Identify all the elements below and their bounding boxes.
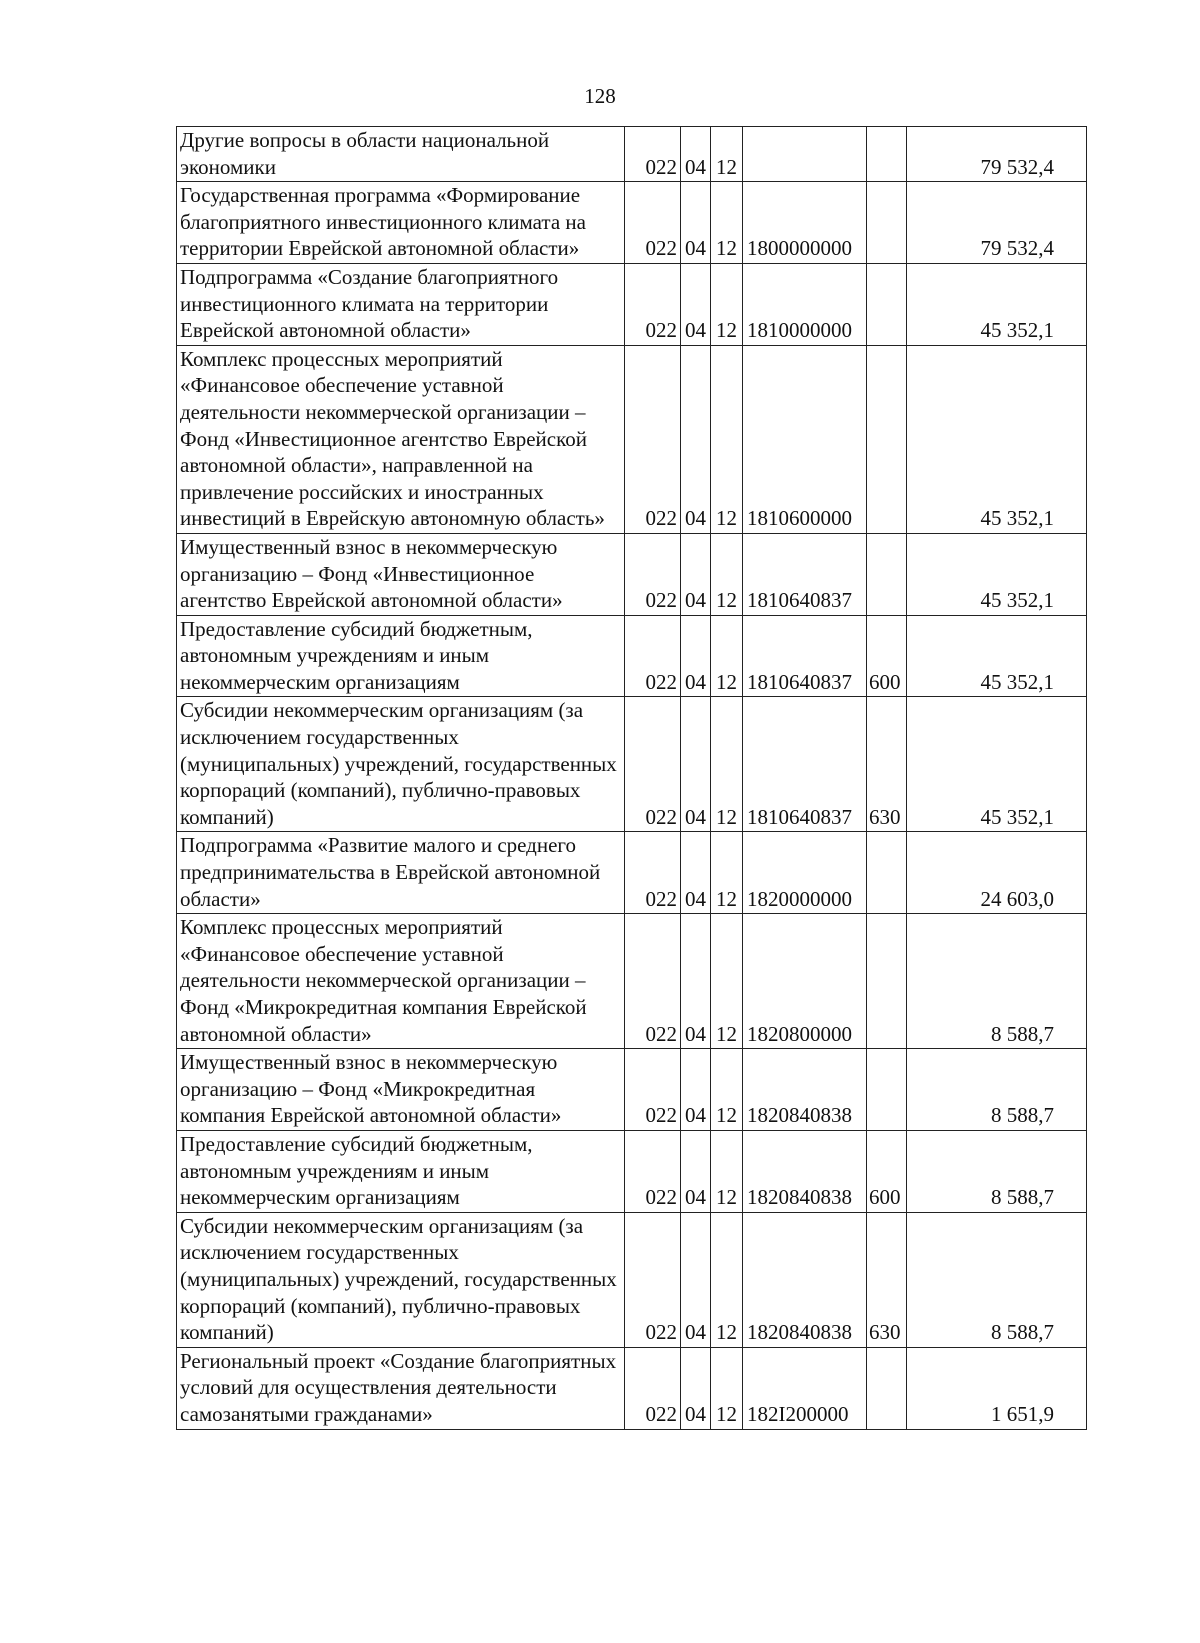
row-name-cell <box>177 1049 625 1131</box>
row-target-article-code: 1820840838 <box>747 1185 852 1210</box>
row-amount-cell <box>907 182 1087 264</box>
row-subsection-code-cell <box>711 832 743 914</box>
row-expense-type-code-cell <box>867 1347 907 1429</box>
row-subsection-code: 12 <box>716 154 737 179</box>
row-target-article-code-cell <box>743 1212 867 1347</box>
row-section-code: 04 <box>685 1401 706 1426</box>
row-subsection-code: 12 <box>716 506 737 531</box>
row-section-code-cell <box>681 914 711 1049</box>
row-name: Имущественный взнос в некоммерческую организацию – Фонд «Инвестиционное агентство Еврейской автономной области» <box>180 534 563 613</box>
row-name: Подпрограмма «Развитие малого и среднего предпринимательства в Еврейской автономной области» <box>180 833 601 911</box>
row-section-code-cell <box>681 832 711 914</box>
row-subsection-code-cell <box>711 1347 743 1429</box>
row-expense-type-code-cell <box>867 1130 907 1212</box>
row-name-cell <box>177 263 625 345</box>
row-subsection-code-cell <box>711 914 743 1049</box>
table-row <box>177 1130 1087 1212</box>
row-amount-cell <box>907 533 1087 615</box>
row-section-code-cell <box>681 1049 711 1131</box>
row-section-code-cell <box>681 1130 711 1212</box>
row-target-article-code-cell <box>743 182 867 264</box>
row-grbs-code-cell <box>625 1212 681 1347</box>
row-target-article-code-cell <box>743 533 867 615</box>
row-target-article-code-cell <box>743 1049 867 1131</box>
row-amount-cell <box>907 1049 1087 1131</box>
page-number: 128 <box>584 84 616 108</box>
row-name-cell <box>177 914 625 1049</box>
row-subsection-code-cell <box>711 697 743 832</box>
row-grbs-code: 022 <box>645 588 677 613</box>
row-target-article-code-cell <box>743 263 867 345</box>
row-amount-cell <box>907 1212 1087 1347</box>
budget-table-body <box>177 127 1087 1430</box>
row-name-cell <box>177 533 625 615</box>
row-target-article-code: 1810640837 <box>747 804 852 829</box>
row-name-cell <box>177 615 625 697</box>
table-row <box>177 914 1087 1049</box>
row-section-code-cell <box>681 615 711 697</box>
table-row <box>177 1049 1087 1131</box>
row-expense-type-code-cell <box>867 832 907 914</box>
row-grbs-code: 022 <box>645 236 677 261</box>
row-amount: 45 352,1 <box>980 318 1054 343</box>
row-name-cell <box>177 1130 625 1212</box>
row-expense-type-code-cell <box>867 182 907 264</box>
row-section-code-cell <box>681 263 711 345</box>
row-expense-type-code: 630 <box>869 1320 901 1345</box>
row-target-article-code: 1820800000 <box>747 1021 852 1046</box>
table-row <box>177 182 1087 264</box>
row-grbs-code-cell <box>625 345 681 533</box>
budget-table <box>176 126 1087 1430</box>
row-target-article-code-cell <box>743 1347 867 1429</box>
row-amount: 45 352,1 <box>980 669 1054 694</box>
row-subsection-code: 12 <box>716 318 737 343</box>
row-amount: 45 352,1 <box>980 804 1054 829</box>
row-expense-type-code-cell <box>867 697 907 832</box>
row-target-article-code-cell <box>743 914 867 1049</box>
row-name: Имущественный взнос в некоммерческую организацию – Фонд «Микрокредитная компания Еврейской автономной области» <box>180 1050 562 1128</box>
row-grbs-code-cell <box>625 127 681 182</box>
row-target-article-code-cell <box>743 127 867 182</box>
row-expense-type-code-cell <box>867 1049 907 1131</box>
row-amount-cell <box>907 914 1087 1049</box>
row-grbs-code: 022 <box>645 1103 677 1128</box>
row-amount-cell <box>907 615 1087 697</box>
row-amount: 8 588,7 <box>991 1021 1054 1046</box>
row-name: Региональный проект «Создание благоприятных условий для осуществления деятельности самозанятыми гражданами» <box>180 1348 617 1426</box>
row-grbs-code: 022 <box>645 1401 677 1426</box>
row-target-article-code-cell <box>743 697 867 832</box>
row-name-cell <box>177 1347 625 1429</box>
row-name: Субсидии некоммерческим организациям (за исключением государственных (муниципальных) учреждений, государственных корпораций (компаний), публично-правовых компаний) <box>180 1213 617 1345</box>
row-section-code-cell <box>681 345 711 533</box>
row-grbs-code-cell <box>625 832 681 914</box>
row-amount-cell <box>907 345 1087 533</box>
row-section-code: 04 <box>685 804 706 829</box>
row-target-article-code: 1800000000 <box>747 236 852 261</box>
row-section-code: 04 <box>685 318 706 343</box>
row-amount: 45 352,1 <box>980 588 1054 613</box>
row-subsection-code: 12 <box>716 1185 737 1210</box>
row-target-article-code: 182I200000 <box>747 1401 849 1426</box>
row-section-code-cell <box>681 127 711 182</box>
row-name: Предоставление субсидий бюджетным, автономным учреждениям и иным некоммерческим организациям <box>180 1131 533 1210</box>
row-target-article-code-cell <box>743 1130 867 1212</box>
row-expense-type-code-cell <box>867 345 907 533</box>
row-subsection-code-cell <box>711 263 743 345</box>
row-expense-type-code-cell <box>867 263 907 345</box>
row-section-code: 04 <box>685 154 706 179</box>
row-amount: 45 352,1 <box>980 506 1054 531</box>
row-grbs-code-cell <box>625 1130 681 1212</box>
row-section-code: 04 <box>685 506 706 531</box>
row-grbs-code-cell <box>625 263 681 345</box>
row-section-code-cell <box>681 697 711 832</box>
row-grbs-code-cell <box>625 182 681 264</box>
row-subsection-code-cell <box>711 533 743 615</box>
row-section-code: 04 <box>685 1320 706 1345</box>
table-row <box>177 127 1087 182</box>
row-grbs-code: 022 <box>645 1021 677 1046</box>
row-name-cell <box>177 832 625 914</box>
row-subsection-code-cell <box>711 127 743 182</box>
row-section-code: 04 <box>685 1185 706 1210</box>
row-amount-cell <box>907 263 1087 345</box>
row-grbs-code-cell <box>625 533 681 615</box>
row-grbs-code-cell <box>625 1049 681 1131</box>
row-subsection-code: 12 <box>716 804 737 829</box>
row-target-article-code: 1810000000 <box>747 318 852 343</box>
row-section-code: 04 <box>685 669 706 694</box>
row-grbs-code: 022 <box>645 506 677 531</box>
row-name: Подпрограмма «Создание благоприятного инвестиционного климата на территории Еврейской автономной области» <box>180 264 559 343</box>
row-name: Комплекс процессных мероприятий «Финансовое обеспечение уставной деятельности некоммерческой организации – Фонд «Микрокредитная компания Еврейской автономной области» <box>180 915 587 1046</box>
table-row <box>177 533 1087 615</box>
row-target-article-code: 1810640837 <box>747 669 852 694</box>
row-section-code: 04 <box>685 236 706 261</box>
row-target-article-code: 1810640837 <box>747 588 852 613</box>
row-amount: 79 532,4 <box>980 236 1054 261</box>
row-subsection-code-cell <box>711 1049 743 1131</box>
row-subsection-code-cell <box>711 1212 743 1347</box>
row-name-cell <box>177 345 625 533</box>
table-row <box>177 345 1087 533</box>
row-grbs-code: 022 <box>645 318 677 343</box>
row-amount-cell <box>907 1347 1087 1429</box>
row-grbs-code: 022 <box>645 669 677 694</box>
row-target-article-code-cell <box>743 832 867 914</box>
row-section-code-cell <box>681 1212 711 1347</box>
row-subsection-code-cell <box>711 1130 743 1212</box>
row-expense-type-code-cell <box>867 615 907 697</box>
row-amount: 8 588,7 <box>991 1320 1054 1345</box>
row-amount-cell <box>907 832 1087 914</box>
row-section-code: 04 <box>685 588 706 613</box>
row-grbs-code-cell <box>625 1347 681 1429</box>
row-section-code-cell <box>681 1347 711 1429</box>
row-subsection-code: 12 <box>716 1021 737 1046</box>
row-grbs-code: 022 <box>645 1185 677 1210</box>
row-grbs-code: 022 <box>645 1320 677 1345</box>
row-name: Другие вопросы в области национальной экономики <box>180 128 550 179</box>
row-grbs-code: 022 <box>645 154 677 179</box>
row-target-article-code-cell <box>743 345 867 533</box>
row-subsection-code: 12 <box>716 588 737 613</box>
row-name: Комплекс процессных мероприятий «Финансовое обеспечение уставной деятельности некоммерческой организации – Фонд «Инвестиционное агентство Еврейской автономной области», направленной на привлечение российских и иностранных инвестиций в Еврейскую автономную область» <box>180 346 605 531</box>
row-amount: 8 588,7 <box>991 1185 1054 1210</box>
row-subsection-code-cell <box>711 615 743 697</box>
row-section-code: 04 <box>685 886 706 911</box>
row-name-cell <box>177 127 625 182</box>
row-section-code-cell <box>681 533 711 615</box>
row-expense-type-code-cell <box>867 533 907 615</box>
row-amount-cell <box>907 1130 1087 1212</box>
row-expense-type-code-cell <box>867 127 907 182</box>
table-row <box>177 1212 1087 1347</box>
row-amount: 24 603,0 <box>980 886 1054 911</box>
row-expense-type-code: 600 <box>869 669 901 694</box>
row-subsection-code-cell <box>711 182 743 264</box>
row-name-cell <box>177 1212 625 1347</box>
row-name: Предоставление субсидий бюджетным, автономным учреждениям и иным некоммерческим организациям <box>180 616 533 694</box>
row-section-code-cell <box>681 182 711 264</box>
row-expense-type-code-cell <box>867 1212 907 1347</box>
row-target-article-code: 1820000000 <box>747 886 852 911</box>
table-row <box>177 1347 1087 1429</box>
table-row <box>177 697 1087 832</box>
row-amount: 8 588,7 <box>991 1103 1054 1128</box>
row-grbs-code: 022 <box>645 886 677 911</box>
row-subsection-code: 12 <box>716 669 737 694</box>
row-name-cell <box>177 697 625 832</box>
row-name-cell <box>177 182 625 264</box>
row-target-article-code-cell <box>743 615 867 697</box>
row-name: Субсидии некоммерческим организациям (за исключением государственных (муниципальных) учреждений, государственных корпораций (компаний), публично-правовых компаний) <box>180 698 617 829</box>
row-subsection-code-cell <box>711 345 743 533</box>
row-subsection-code: 12 <box>716 236 737 261</box>
row-grbs-code-cell <box>625 697 681 832</box>
row-amount-cell <box>907 127 1087 182</box>
row-target-article-code: 1810600000 <box>747 506 852 531</box>
row-subsection-code: 12 <box>716 1401 737 1426</box>
table-row <box>177 615 1087 697</box>
row-name: Государственная программа «Формирование благоприятного инвестиционного климата на территории Еврейской автономной области» <box>180 183 586 261</box>
row-amount: 1 651,9 <box>991 1401 1054 1426</box>
row-subsection-code: 12 <box>716 1320 737 1345</box>
table-row <box>177 832 1087 914</box>
table-row <box>177 263 1087 345</box>
row-section-code: 04 <box>685 1021 706 1046</box>
row-expense-type-code-cell <box>867 914 907 1049</box>
row-subsection-code: 12 <box>716 886 737 911</box>
row-section-code: 04 <box>685 1103 706 1128</box>
row-expense-type-code: 600 <box>869 1185 901 1210</box>
row-grbs-code: 022 <box>645 804 677 829</box>
row-amount-cell <box>907 697 1087 832</box>
row-grbs-code-cell <box>625 615 681 697</box>
row-subsection-code: 12 <box>716 1103 737 1128</box>
row-target-article-code: 1820840838 <box>747 1103 852 1128</box>
row-target-article-code: 1820840838 <box>747 1320 852 1345</box>
row-grbs-code-cell <box>625 914 681 1049</box>
row-expense-type-code: 630 <box>869 804 901 829</box>
row-amount: 79 532,4 <box>980 154 1054 179</box>
